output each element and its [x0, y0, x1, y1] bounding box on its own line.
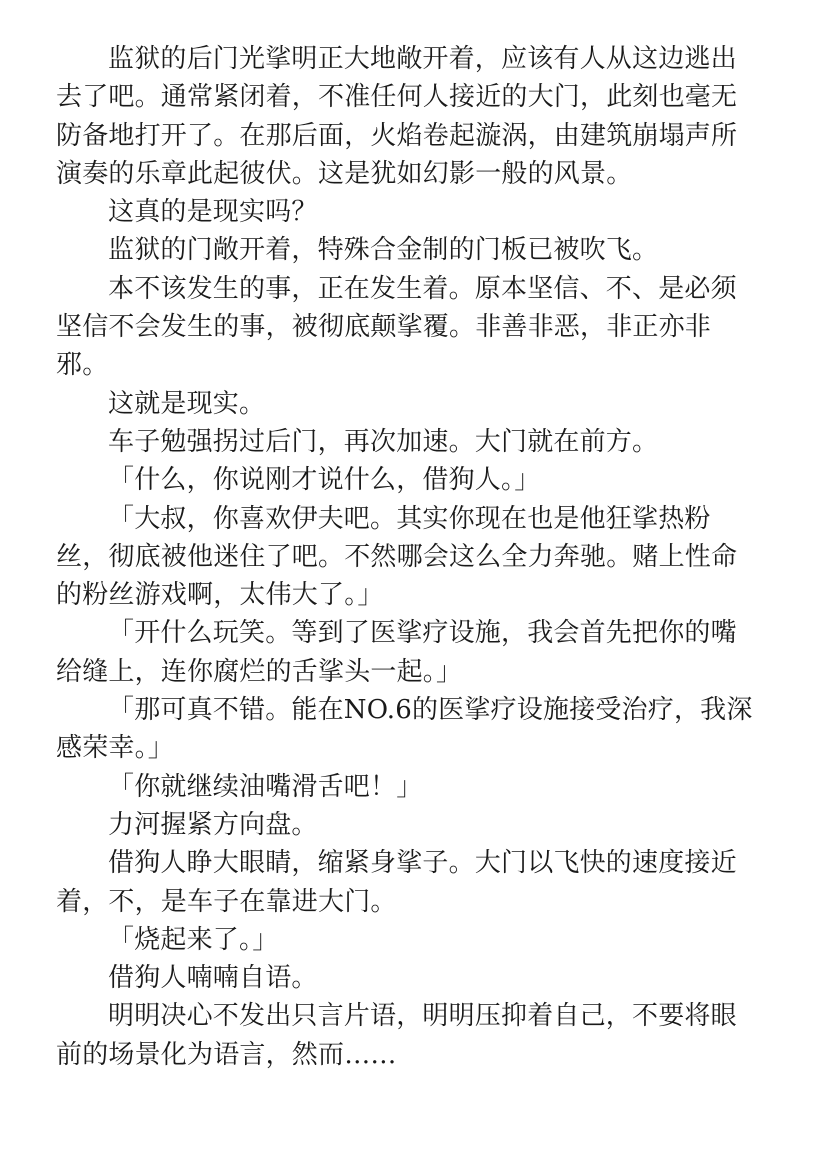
paragraph: 监狱的门敞开着，特殊合金制的门板已被吹飞。 — [108, 235, 659, 266]
paragraph: 力河握紧方向盘。 — [108, 809, 318, 840]
paragraph: 借狗人睁大眼睛，缩紧身挲子。大门以飞快的速度接近着，不，是车子在靠进大门。 — [56, 848, 737, 917]
paragraph: 监狱的后门光挲明正大地敞开着，应该有人从这边逃出去了吧。通常紧闭着，不准任何人接近的大门，此刻也毫无防备地打开了。在那后面，火焰卷起漩涡，由建筑崩塌声所演奏的乐章此起彼伏。这是犹如幻影一般的风景。 — [56, 44, 738, 189]
dialogue-line: 「烧起来了。」 — [108, 924, 279, 955]
dialogue-line: 「什么，你说刚才说什么，借狗人。」 — [108, 465, 541, 496]
dialogue-line: 「大叔，你喜欢伊夫吧。其实你现在也是他狂挲热粉丝，彻底被他迷住了吧。不然哪会这么全力奔驰。赌上性命的粉丝游戏啊，太伟大了。」 — [56, 503, 738, 611]
paragraph: 车子勉强拐过后门，再次加速。大门就在前方。 — [108, 426, 659, 457]
dialogue-line: 「你就继续油嘴滑舌吧！」 — [108, 771, 423, 802]
paragraph: 借狗人喃喃自语。 — [108, 963, 318, 994]
dialogue-line: 「开什么玩笑。等到了医挲疗设施，我会首先把你的嘴给缝上，连你腐烂的舌挲头一起。」 — [56, 618, 737, 687]
paragraph: 这就是现实。 — [108, 388, 266, 419]
paragraph: 本不该发生的事，正在发生着。原本坚信、不、是必须坚信不会发生的事，被彻底颠挲覆。非善非恶，非正亦非邪。 — [56, 273, 737, 381]
paragraph: 明明决心不发出只言片语，明明压抑着自己，不要将眼前的场景化为语言，然而…… — [56, 1001, 737, 1070]
dialogue-line: 「那可真不错。能在NO.6的医挲疗设施接受治疗，我深感荣幸。」 — [56, 695, 753, 764]
paragraph: 这真的是现实吗？ — [108, 197, 318, 228]
page-body — [56, 40, 756, 1074]
